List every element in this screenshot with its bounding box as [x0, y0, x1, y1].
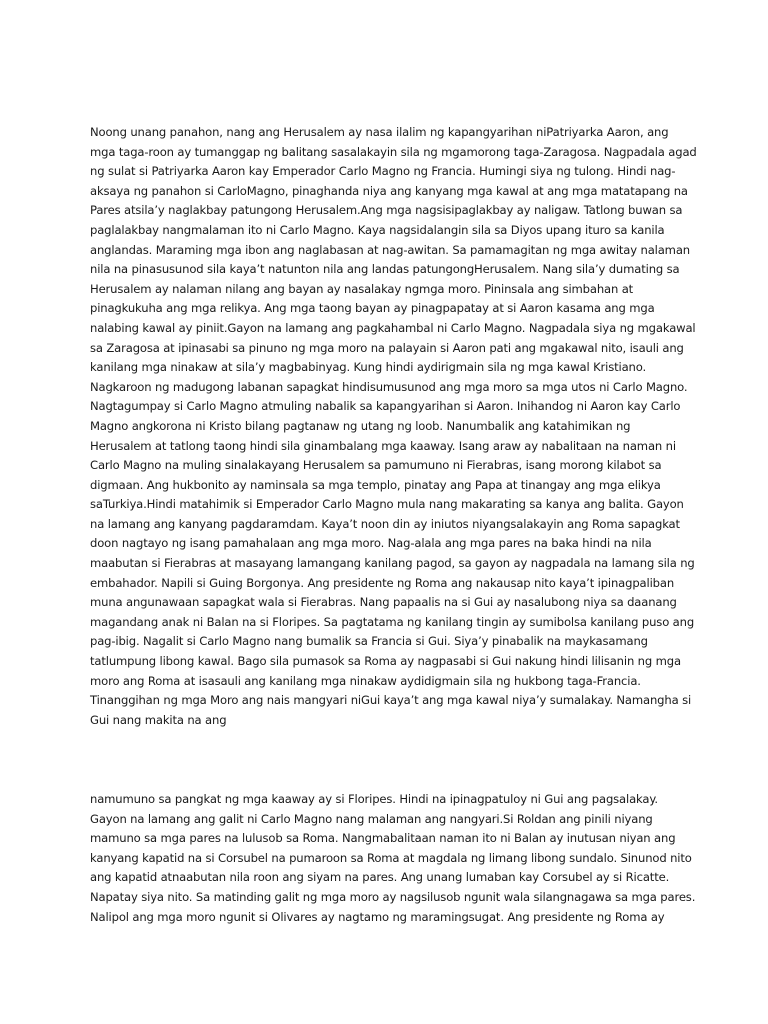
text-line: pinagkukuha ang mga relikya. Ang mga taong bayan ay pinagpapatay at si Aaron kasama ang mga — [90, 301, 655, 316]
paragraph-2 — [90, 790, 696, 927]
text-line: ang kapatid atnaabutan nila roon ang siyam na pares. Ang unang lumaban kay Corsubel ay si Ricatte. — [90, 870, 670, 885]
text-line: nalabing kawal ay piniit.Gayon na lamang ang pagkahambal ni Carlo Magno. Nagpadala siya ng mgakawal — [90, 320, 696, 335]
text-line: mamuno sa mga pares na lulusob sa Roma. Nangmabalitaan naman ito ni Balan ay inutusan niyan ang — [90, 831, 676, 846]
text-line: doon nagtayo ng isang pamahalaan ang mga moro. Nag-alala ang mga pares na baka hindi na nila — [90, 536, 652, 551]
text-line: Tinanggihan ng mga Moro ang nais mangyari niGui kaya’t ang mga kawal niya’y sumalakay. Namangha si — [90, 693, 692, 708]
text-line: tatlumpung libong kawal. Bago sila pumasok sa Roma ay nagpasabi si Gui nakung hindi lilisanin ng mga — [90, 654, 681, 669]
text-line: Nagkaroon ng madugong labanan sapagkat hindisumusunod ang mga moro sa mga utos ni Carlo Magno. — [90, 379, 688, 394]
text-line: muna angunawaan sapagkat wala si Fierabras. Nang papaalis na si Gui ay nasalubong niya sa daanang — [90, 595, 677, 610]
text-line: mga taga-roon ay tumanggap ng balitang sasalakayin sila ng mgamorong taga-Zaragosa. Nagpadala agad — [90, 144, 697, 159]
text-line: kanilang mga ninakaw at sila’y magbabinyag. Kung hindi aydirigmain sila ng mga kawal Kristiano. — [90, 360, 647, 375]
text-line: anglandas. Maraming mga ibon ang naglabasan at nag-awitan. Sa pamamagitan ng mga awitay nalaman — [90, 242, 690, 257]
text-line: namumuno sa pangkat ng mga kaaway ay si Floripes. Hindi na ipinagpatuloy ni Gui ang pagsalakay. — [90, 792, 658, 806]
text-line: kanyang kapatid na si Corsubel na pumaroon sa Roma at magdala ng limang libong sundalo. Sinunod nito — [90, 850, 692, 865]
text-line: paglalakbay nangmalaman ito ni Carlo Magno. Kaya nagsidalangin sila sa Diyos upang ituro sa kanila — [90, 222, 665, 237]
text-line: digmaan. Ang hukbonito ay naminsala sa mga templo, pinatay ang Papa at tinangay ang mga elikya — [90, 477, 661, 492]
text-line: Herusalem at tatlong taong hindi sila ginambalang mga kaaway. Isang araw ay nabalitaan na naman ni — [90, 438, 676, 453]
text-line: Magno angkorona ni Kristo bilang pagtanaw ng utang ng loob. Nanumbalik ang katahimikan ng — [90, 418, 631, 433]
text-line: na lamang ang kanyang pagdaramdam. Kaya’t noon din ay iniutos niyangsalakayin ang Roma sapagkat — [90, 516, 680, 531]
text-line: nila na pinasusunod sila kaya’t natunton nila ang landas patungongHerusalem. Nang sila’y dumating sa — [90, 262, 680, 277]
text-line: pag-ibig. Nagalit si Carlo Magno nang bumalik sa Francia si Gui. Siya’y pinabalik na maykasamang — [90, 634, 648, 649]
text-line: Noong unang panahon, nang ang Herusalem ay nasa ilalim ng kapangyarihan niPatriyarka Aaron, ang — [90, 125, 669, 139]
text-line: Gayon na lamang ang galit ni Carlo Magno nang malaman ang nangyari.Si Roldan ang pinili niyang — [90, 811, 653, 826]
paragraph-1 — [90, 123, 697, 730]
text-line: maabutan si Fierabras at masayang lamangang kanilang pagod, sa gayon ay nagpadala na lamang sila ng — [90, 556, 695, 571]
text-line: sa Zaragosa at ipinasabi sa pinuno ng mga moro na palayain si Aaron pati ang mgakawal nito, isauli ang — [90, 340, 684, 355]
text-line: Napatay siya nito. Sa matinding galit ng mga moro ay nagsilusob ngunit wala silangnagawa sa mga pares. — [90, 889, 696, 904]
text-line: moro ang Roma at isasauli ang kanilang mga ninakaw aydidigmain sila ng hukbong taga-Francia. — [90, 673, 641, 688]
text-line: Nagtagumpay si Carlo Magno atmuling nabalik sa kapangyarihan si Aaron. Inihandog ni Aaron kay Carlo — [90, 399, 681, 414]
text-line: Pares atsila’y naglakbay patungong Herusalem.Ang mga nagsisipaglakbay ay naligaw. Tatlong buwan sa — [90, 203, 683, 218]
text-line: Carlo Magno na muling sinalakayang Herusalem sa pamumuno ni Fierabras, isang morong kilabot sa — [90, 458, 662, 473]
text-line: aksaya ng panahon si CarloMagno, pinaghanda niya ang kanyang mga kawal at ang mga matatapang na — [90, 183, 688, 198]
text-line: embahador. Napili si Guing Borgonya. Ang presidente ng Roma ang nakausap nito kaya’t ipinagpaliban — [90, 575, 675, 590]
text-line: ng sulat si Patriyarka Aaron kay Emperador Carlo Magno ng Francia. Humingi siya ng tulong. Hindi nag- — [90, 164, 676, 179]
text-line: magandang anak ni Balan na si Floripes. Sa pagtatama ng kanilang tingin ay sumibolsa kanilang puso ang — [90, 614, 695, 629]
text-line: Herusalem ay nalaman nilang ang bayan ay nasalakay ngmga moro. Pininsala ang simbahan at — [90, 281, 634, 296]
text-line: Gui nang makita na ang — [90, 712, 227, 727]
text-line: Nalipol ang mga moro ngunit si Olivares ay nagtamo ng maramingsugat. Ang presidente ng Roma ay — [90, 909, 665, 924]
text-line: saTurkiya.Hindi matahimik si Emperador Carlo Magno mula nang makarating sa kanya ang balita. Gayon — [90, 497, 684, 512]
